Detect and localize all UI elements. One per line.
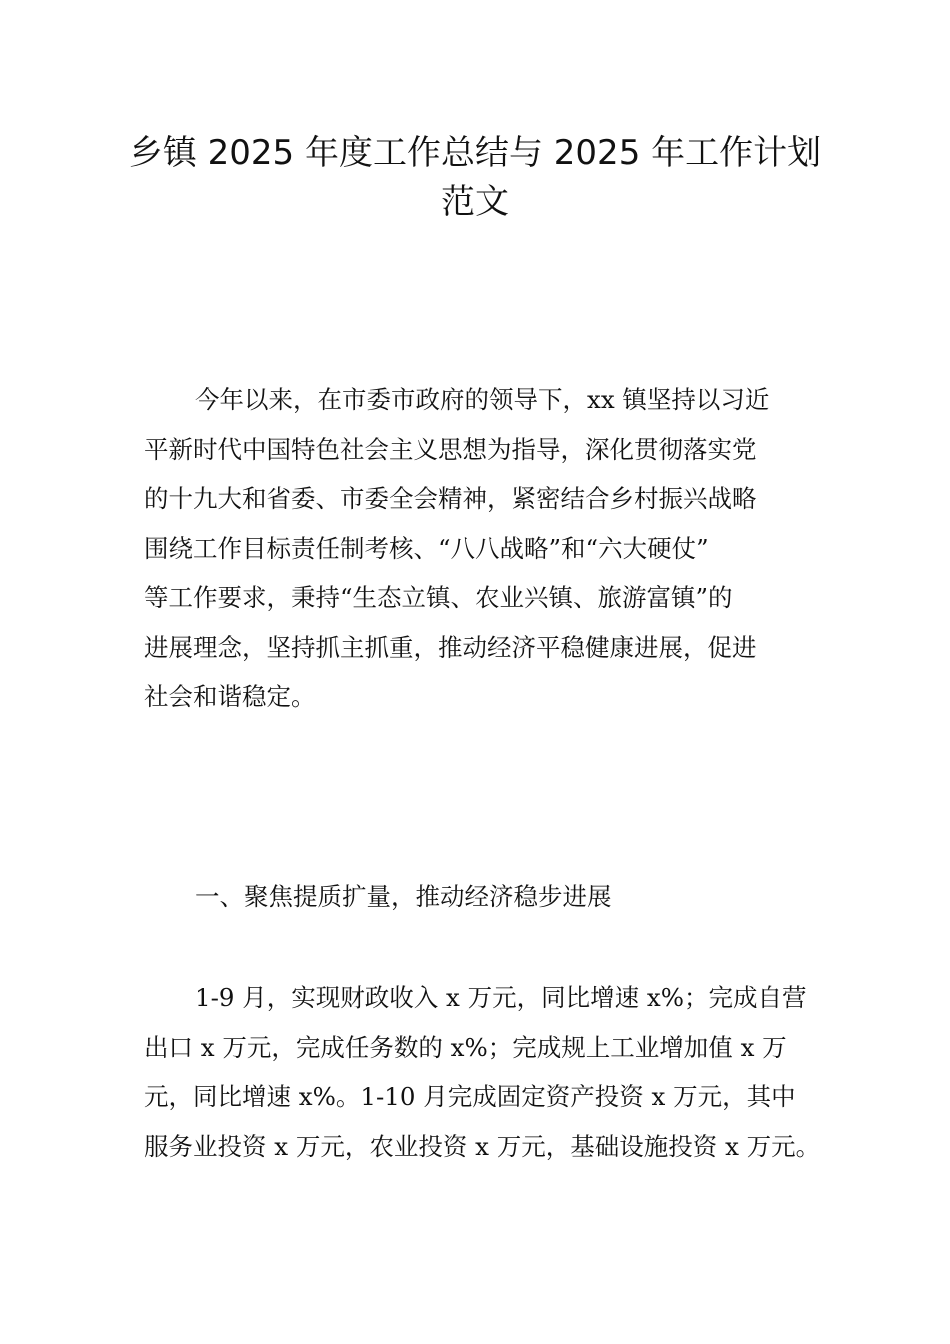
stats-line: 1-9 月，实现财政收入 x 万元，同比增速 x%；完成自营 bbox=[195, 983, 807, 1012]
section-heading-text: 一、聚焦提质扩量，推动经济稳步进展 bbox=[195, 882, 612, 911]
stats-line: 出口 x 万元，完成任务数的 x%；完成规上工业增加值 x 万 bbox=[144, 1032, 787, 1062]
intro-paragraph bbox=[144, 375, 824, 722]
section-heading bbox=[144, 872, 824, 922]
intro-line: 进展理念，坚持抓主抓重，推动经济平稳健康进展，促进 bbox=[144, 632, 757, 662]
stats-paragraph bbox=[144, 973, 824, 1171]
intro-line: 等工作要求，秉持“生态立镇、农业兴镇、旅游富镇”的 bbox=[144, 583, 733, 612]
document-title-line-2: 范文 bbox=[441, 182, 509, 222]
intro-line: 围绕工作目标责任制考核、“八八战略”和“六大硬仗” bbox=[144, 533, 709, 563]
stats-line: 服务业投资 x 万元，农业投资 x 万元，基础设施投资 x 万元。 bbox=[144, 1131, 821, 1161]
stats-line: 元，同比增速 x%。1-10 月完成固定资产投资 x 万元，其中 bbox=[144, 1082, 796, 1111]
intro-line: 今年以来，在市委市政府的领导下，xx 镇坚持以习近 bbox=[195, 385, 770, 414]
intro-line: 的十九大和省委、市委全会精神，紧密结合乡村振兴战略 bbox=[144, 484, 757, 513]
intro-line: 社会和谐稳定。 bbox=[144, 682, 316, 711]
intro-line: 平新时代中国特色社会主义思想为指导，深化贯彻落实党 bbox=[144, 434, 757, 464]
document-title-line-1: 乡镇 2025 年度工作总结与 2025 年工作计划 bbox=[128, 133, 822, 173]
